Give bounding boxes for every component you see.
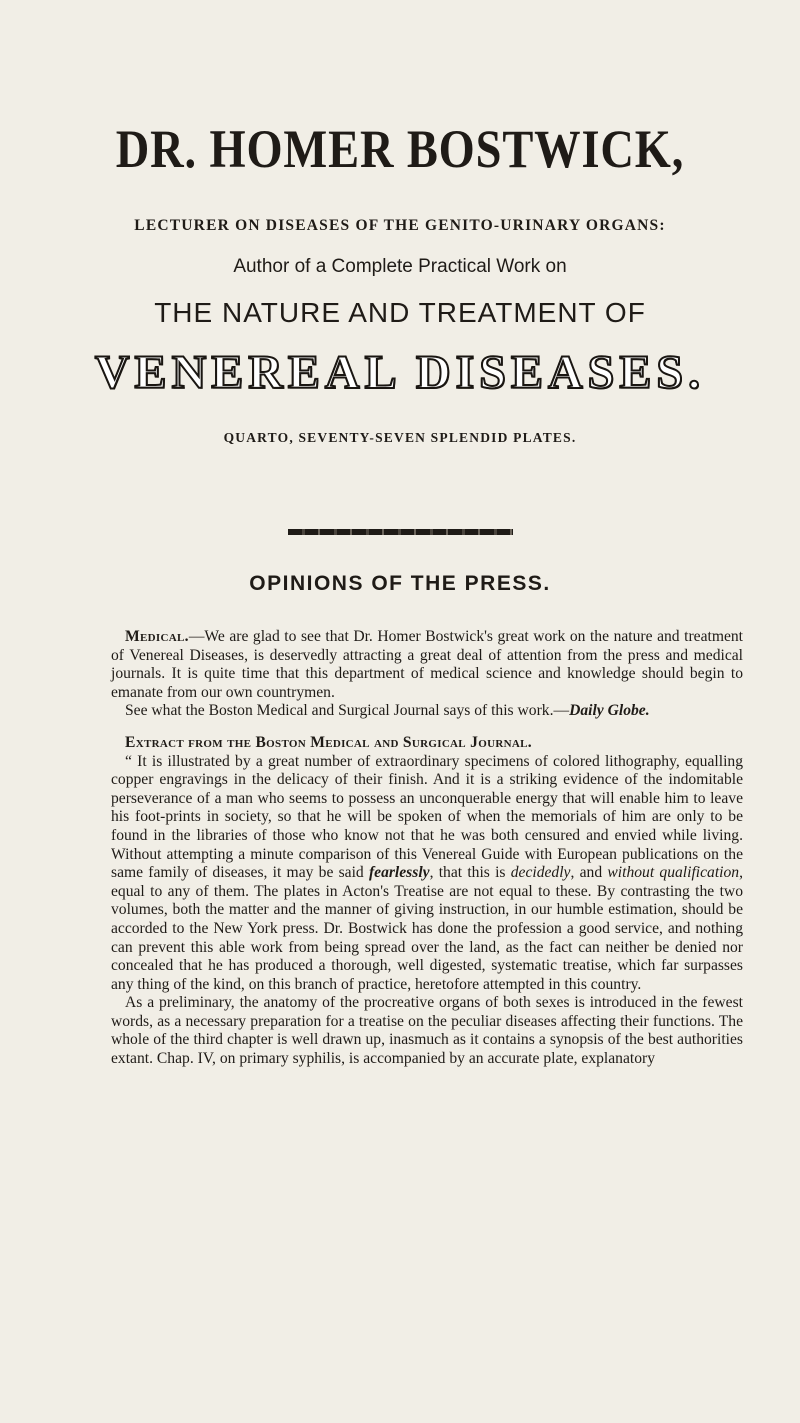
extract-paragraph-2 [111, 994, 743, 1068]
extract-heading [111, 734, 743, 753]
medical-paragraph [111, 628, 743, 702]
extract-text: , equal to any of them. The plates in Acton's Treatise are not equal to these. By contrasting the two volumes, both the matter and the manner of giving instruction, in our humble estimation, should be accorded to the New York press. Dr. Bostwick has done the profession a good service, and nothing can prevent this able work from being spread over the land, as the fact can neither be denied nor concealed that he has produced a thorough, well digested, systematic treatise, which far surpasses any thing of the kind, on this branch of practice, heretofore attempted in this country. [111, 864, 744, 993]
medical-text: —We are glad to see that Dr. Homer Bostwick's great work on the nature and treatment of Venereal Diseases, is deservedly attracting a great deal of attention from the press and medical journals. It is quite time that this department of medical science and knowledge should begin to emanate from our own countrymen. [111, 628, 743, 701]
emphasis-text: decidedly [510, 864, 571, 882]
decorative-rule [288, 529, 513, 535]
author-subtitle: LECTURER ON DISEASES OF THE GENITO-URINARY ORGANS: [134, 217, 666, 234]
extract-text: , that this is [429, 864, 511, 882]
see-paragraph [111, 702, 743, 721]
extract-text: “ It is illustrated by a great number of extraordinary specimens of colored lithography, equalling copper engravings in the delicacy of their finish. And it is a striking evidence of the indomitable perseverance of a man who seems to possess an unconquerable energy that will enable him to leave his foot-prints in society, so that he will be spoken of when the memorials of him are only to be found in the libraries of those who know not that he was both censured and envied while living. Without attempting a minute comparison of this Venereal Guide with European publications on the same family of diseases, it may be said [111, 752, 743, 882]
emphasis-text: without qualification [607, 864, 740, 882]
medical-review [111, 628, 743, 1069]
work-title: THE NATURE AND TREATMENT OF [154, 297, 646, 328]
extract-heading-text: Extract from the Boston Medical and Surgical Journal. [125, 733, 532, 751]
see-text: See what the Boston Medical and Surgical Journal says of this work.— [125, 702, 570, 720]
plates-note: QUARTO, SEVENTY-SEVEN SPLENDID PLATES. [223, 430, 577, 445]
extract-paragraph-1 [111, 753, 743, 995]
medical-label: Medical. [125, 628, 189, 645]
author-line: Author of a Complete Practical Work on [233, 256, 567, 277]
emphasis-text: fearlessly [368, 864, 430, 882]
section-heading: OPINIONS OF THE PRESS. [249, 572, 551, 595]
source-name: Daily Globe. [569, 702, 650, 720]
page-title: DR. HOMER BOSTWICK, [115, 119, 685, 179]
extract-text: , and [570, 864, 608, 882]
extract-text: As a preliminary, the anatomy of the procreative organs of both sexes is introduced in the fewest words, as a necessary preparation for a treatise on the peculiar diseases affecting their functions. The whole of the third chapter is well drawn up, inasmuch as it contains a synopsis of the best authorities extant. Chap. IV, on primary syphilis, is accompanied by an accurate plate, explanatory [111, 994, 743, 1068]
work-headline: VENEREAL DISEASES. [94, 346, 706, 399]
